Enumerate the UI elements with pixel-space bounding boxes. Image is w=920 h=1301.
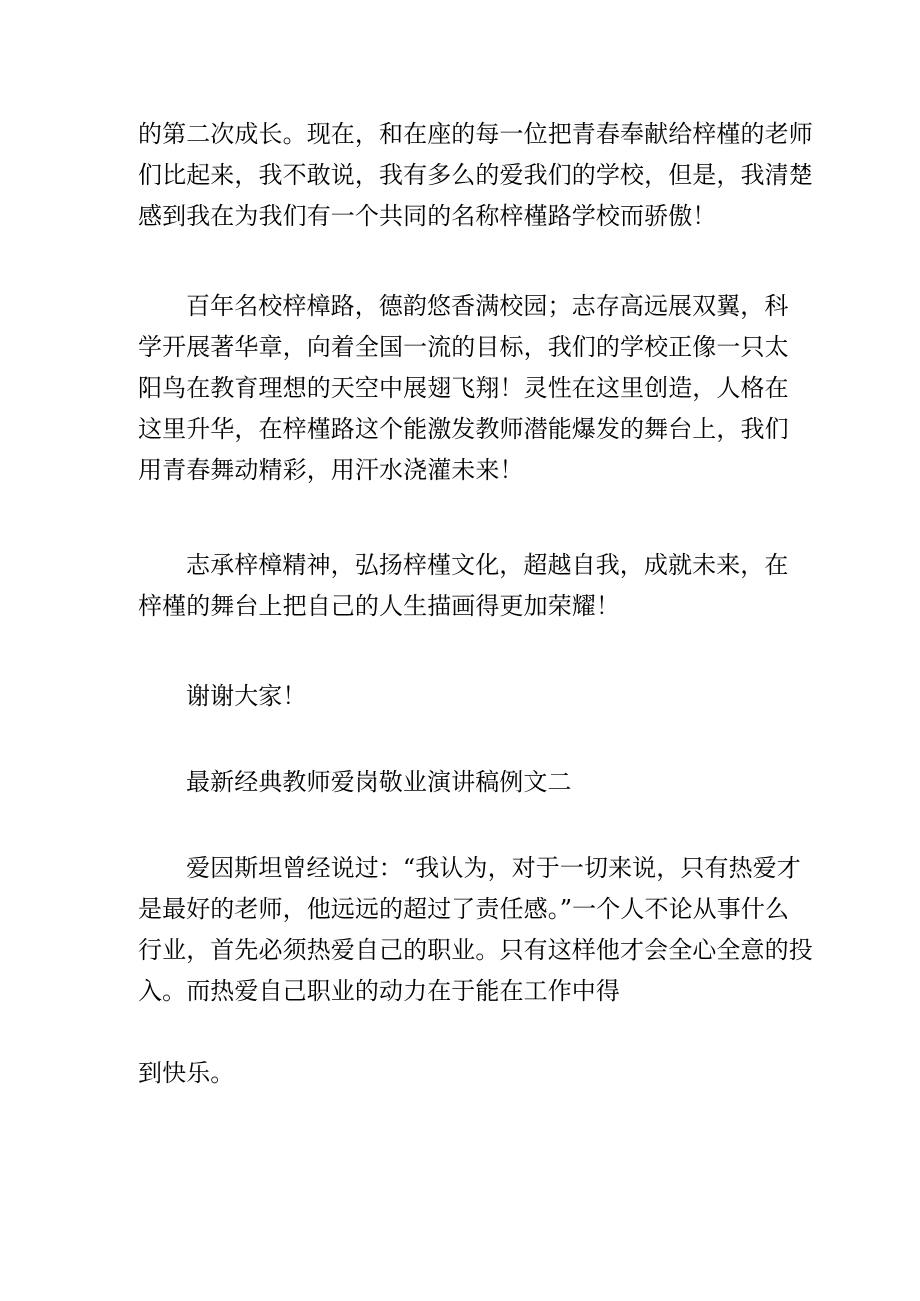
text-line: 最新经典教师爱岗敬业演讲稿例文二 <box>186 768 572 796</box>
paragraph-thanks <box>138 676 798 717</box>
text-line: 志承梓樟精神，弘扬梓槿文化，超越自我，成就未来，在 <box>186 551 789 579</box>
paragraph-2 <box>138 286 798 491</box>
text-line: 阳鸟在教育理想的天空中展翅飞翔！灵性在这里创造，人格在 <box>138 374 789 402</box>
paragraph-7 <box>138 1053 798 1094</box>
text-line: 用青春舞动精彩，用汗水浇灌未来！ <box>138 456 524 484</box>
text-line: 百年名校梓樟路，德韵悠香满校园；志存高远展双翼，科 <box>186 292 789 320</box>
text-line: 谢谢大家！ <box>186 682 307 710</box>
text-line: 梓槿的舞台上把自己的人生描画得更加荣耀！ <box>138 592 620 620</box>
text-line: 入。而热爱自己职业的动力在于能在工作中得 <box>138 977 620 1005</box>
text-line: 是最好的老师，他远远的超过了责任感。”一个人不论从事什么 <box>138 895 790 923</box>
text-line: 到快乐。 <box>138 1059 235 1087</box>
text-line: 们比起来，我不敢说，我有多么的爱我们的学校，但是，我清楚 <box>138 161 813 189</box>
paragraph-3 <box>138 545 798 627</box>
text-line: 感到我在为我们有一个共同的名称梓槿路学校而骄傲！ <box>138 202 717 230</box>
text-line: 爱因斯坦曾经说过：“我认为，对于一切来说，只有热爱才 <box>186 854 801 882</box>
paragraph-6 <box>138 848 813 1012</box>
text-line: 的第二次成长。现在，和在座的每一位把青春奉献给梓槿的老师 <box>138 120 813 148</box>
paragraph-1 <box>138 114 813 237</box>
text-line: 行业，首先必须热爱自己的职业。只有这样他才会全心全意的投 <box>138 936 813 964</box>
text-line: 这里升华，在梓槿路这个能激发教师潜能爆发的舞台上，我们 <box>138 415 789 443</box>
text-line: 学开展著华章，向着全国一流的目标，我们的学校正像一只太 <box>138 333 789 361</box>
section-heading <box>138 762 798 803</box>
